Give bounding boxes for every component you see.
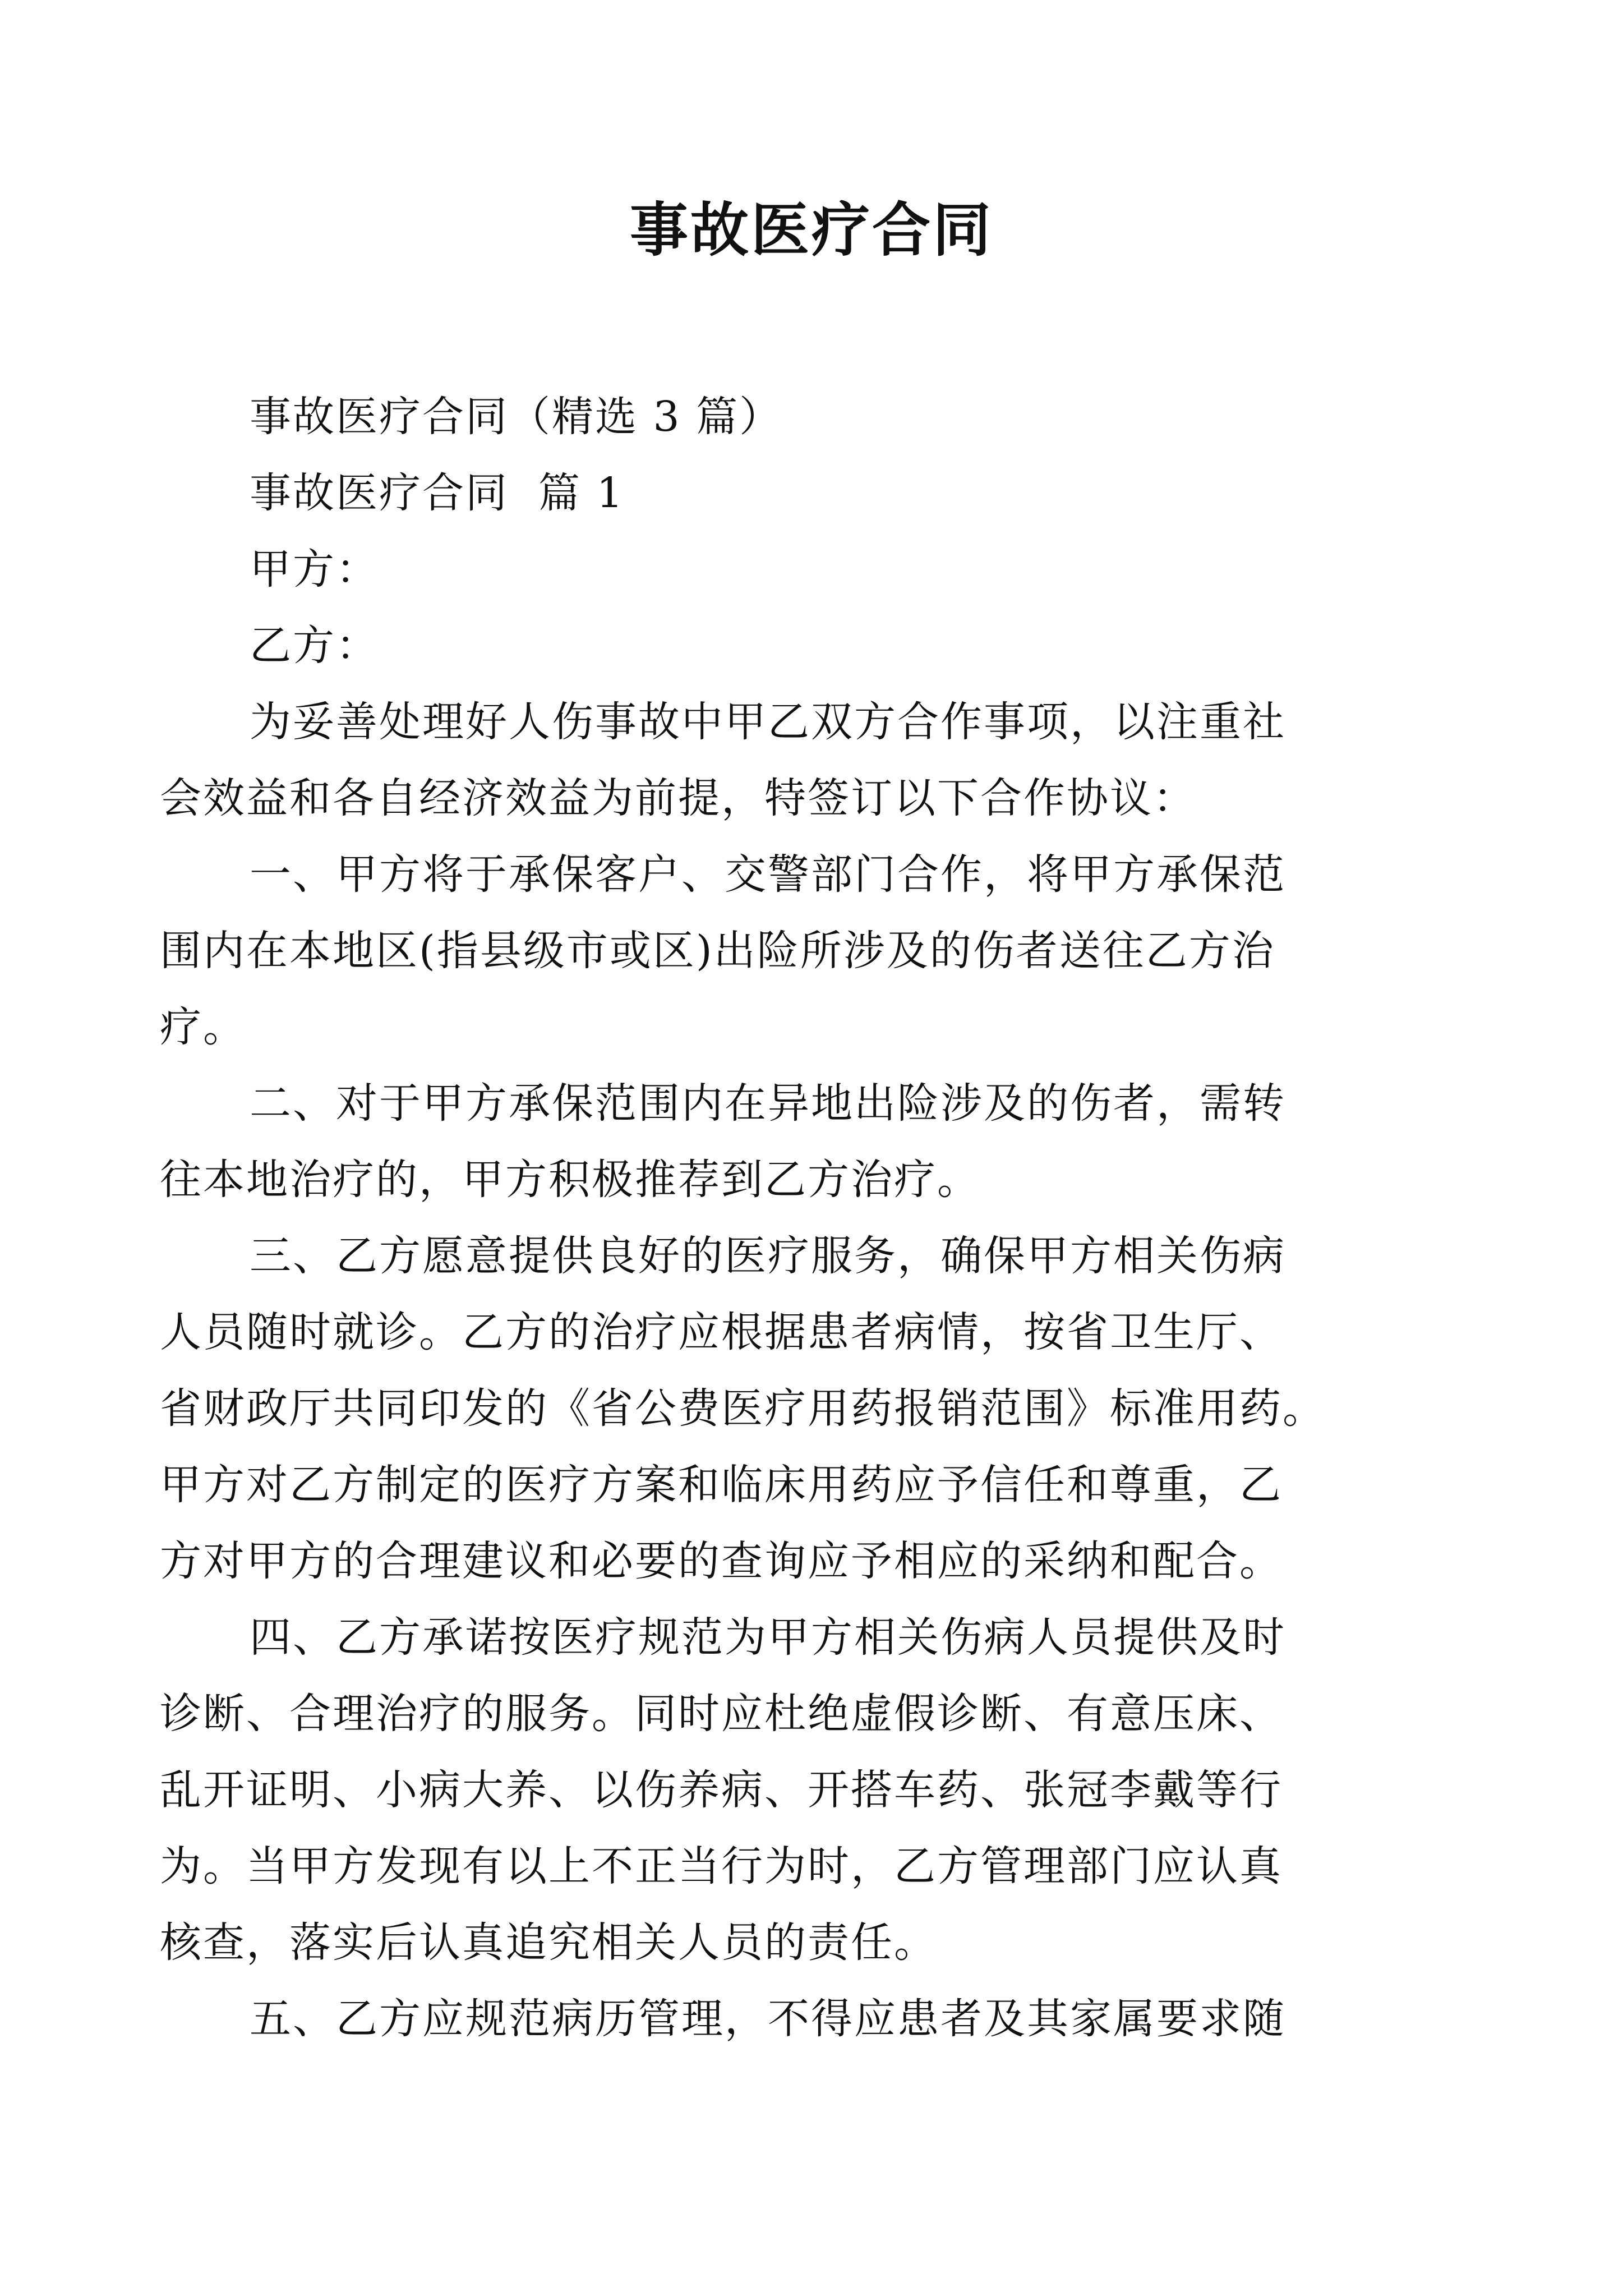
paragraph-1-line-2: 围内在本地区(指县级市或区)出险所涉及的伤者送往乙方治: [160, 927, 1275, 975]
party-b-label: 乙方：: [250, 622, 379, 670]
party-a-label: 甲方：: [250, 545, 379, 593]
paragraph-2-line-1: 二、对于甲方承保范围内在异地出险涉及的伤者，需转: [250, 1079, 1286, 1128]
paragraph-4-line-2: 诊断、合理治疗的服务。同时应杜绝虚假诊断、有意压床、: [160, 1690, 1283, 1738]
section-heading: 事故医疗合同 篇 1: [250, 469, 625, 517]
paragraph-4-line-4: 为。当甲方发现有以上不正当行为时，乙方管理部门应认真: [160, 1842, 1283, 1890]
paragraph-1-line-1: 一、甲方将于承保客户、交警部门合作，将甲方承保范: [250, 850, 1286, 899]
paragraph-3-line-4: 甲方对乙方制定的医疗方案和临床用药应予信任和尊重，乙: [160, 1461, 1283, 1509]
paragraph-3-line-2: 人员随时就诊。乙方的治疗应根据患者病情，按省卫生厅、: [160, 1308, 1283, 1356]
paragraph-5-line-1: 五、乙方应规范病历管理，不得应患者及其家属要求随: [250, 1995, 1286, 2043]
subtitle-line: 事故医疗合同（精选 3 篇）: [250, 393, 783, 441]
paragraph-4-line-3: 乱开证明、小病大养、以伤养病、开搭车药、张冠李戴等行: [160, 1766, 1283, 1814]
paragraph-1-line-3: 疗。: [160, 1003, 246, 1051]
paragraph-3-line-1: 三、乙方愿意提供良好的医疗服务，确保甲方相关伤病: [250, 1232, 1286, 1280]
paragraph-3-line-5: 方对甲方的合理建议和必要的查询应予相应的采纳和配合。: [160, 1537, 1283, 1585]
paragraph-intro-line-1: 为妥善处理好人伤事故中甲乙双方合作事项，以注重社: [250, 698, 1286, 746]
paragraph-2-line-2: 往本地治疗的，甲方积极推荐到乙方治疗。: [160, 1156, 980, 1204]
paragraph-intro-line-2: 会效益和各自经济效益为前提，特签订以下合作协议：: [160, 774, 1196, 822]
document-body: [160, 379, 1377, 2057]
paragraph-4-line-1: 四、乙方承诺按医疗规范为甲方相关伤病人员提供及时: [250, 1613, 1286, 1662]
document-title: 事故医疗合同: [629, 195, 993, 264]
paragraph-4-line-5: 核查，落实后认真追究相关人员的责任。: [160, 1918, 937, 1967]
paragraph-3-line-3: 省财政厅共同印发的《省公费医疗用药报销范围》标准用药。: [160, 1384, 1326, 1433]
